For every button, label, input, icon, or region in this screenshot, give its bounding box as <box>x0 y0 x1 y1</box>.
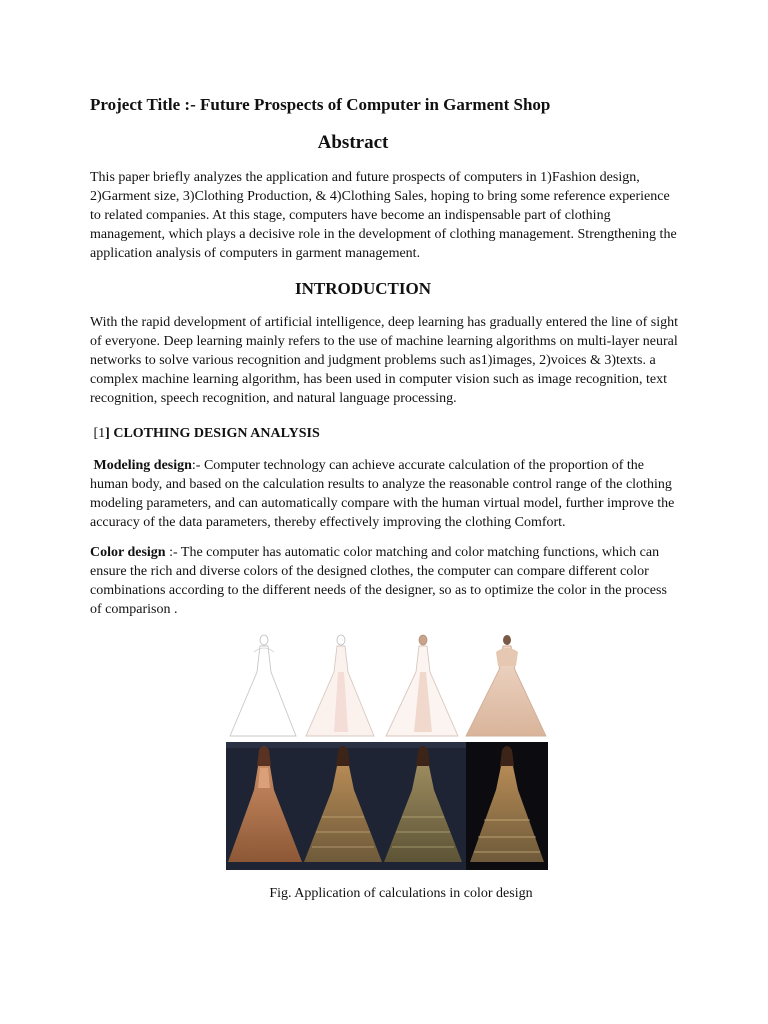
color-design-text: :- The computer has automatic color matching and color matching functions, which can ensure the rich and diverse colors of the designed clothes, the computer can compare different color combinations according to the different needs of the designer, so as to optimize the color in the process of comparison . <box>90 545 667 617</box>
introduction-paragraph: With the rapid development of artificial intelligence, deep learning has gradually entered the line of sight of everyone. Deep learning mainly refers to the use of machine learning algorithms on multi-layer neural networks to solve various recognition and judgment problems such as1)images, 2)voices & 3)texts. a complex machine learning algorithm, has been used in computer vision such as image recognition, text recognition, speech recognition, and natural language processing. <box>90 315 678 406</box>
gown-color-design-figure <box>226 632 548 870</box>
color-design-paragraph <box>90 543 680 619</box>
section-heading <box>90 424 680 443</box>
section-title: ] CLOTHING DESIGN ANALYSIS <box>105 426 320 441</box>
gown-render-4 <box>466 742 548 870</box>
section-number: [1 <box>93 426 106 441</box>
rendered-row <box>226 742 548 870</box>
introduction-heading: INTRODUCTION <box>294 279 432 298</box>
color-design-term: Color design <box>90 545 166 560</box>
figure-caption: Fig. Application of calculations in color design <box>269 886 533 901</box>
abstract-heading: Abstract <box>317 132 389 153</box>
project-title: Project Title :- Future Prospects of Computer in Garment Shop <box>90 95 551 114</box>
modeling-design-term: Modeling design <box>93 458 192 473</box>
abstract-paragraph: This paper briefly analyzes the application and future prospects of computers in 1)Fashion design, 2)Garment size, 3)Clothing Production, & 4)Clothing Sales, hoping to bring some reference experience to related companies. At this stage, computers have become an indispensable part of clothing management, which plays a decisive role in the development of clothing management. Strengthening the application analysis of computers in garment management. <box>90 170 677 261</box>
sketch-row <box>226 632 548 738</box>
modeling-design-text: :- Computer technology can achieve accurate calculation of the proportion of the human body, and based on the calculation results to analyze the reasonable control range of the clothing modeling parameters, and can automatically compare with the human virtual model, further improve the accuracy of the data parameters, thereby effectively improving the clothing Comfort. <box>90 458 675 530</box>
modeling-design-paragraph <box>90 456 680 532</box>
